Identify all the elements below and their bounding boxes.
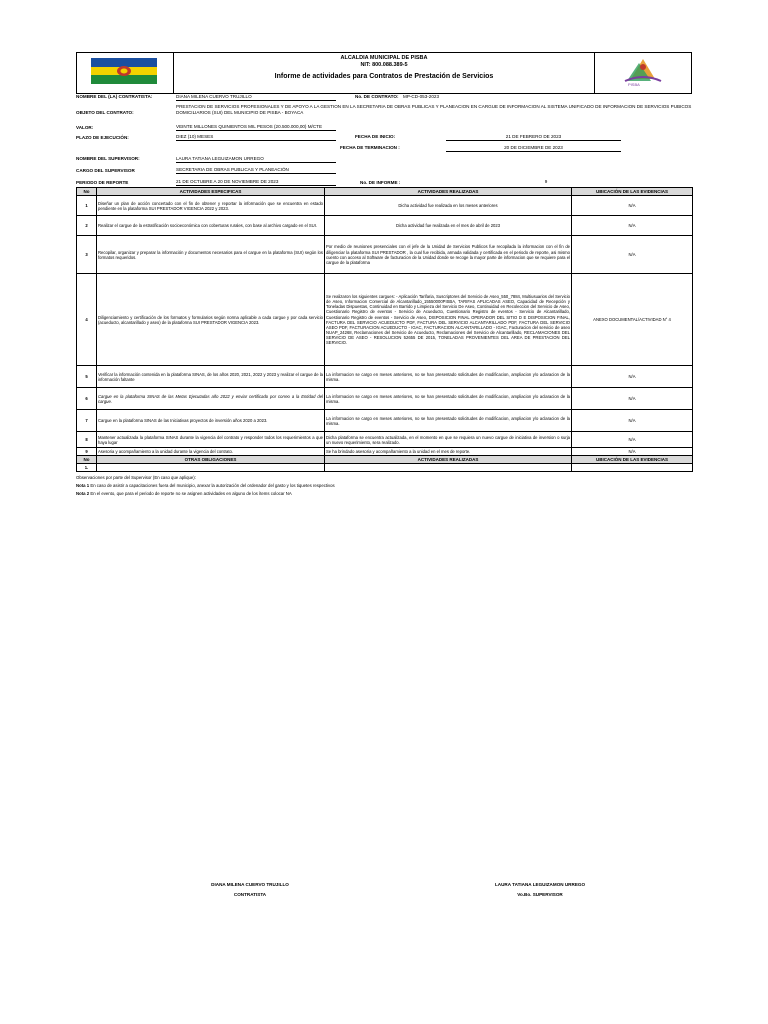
row-number: 4: [77, 274, 97, 366]
term-label: PLAZO DE EJECUCIÓN:: [76, 135, 129, 140]
row-number: 7: [77, 410, 97, 432]
supervisor-role-value: SECRETARIA DE OBRAS PUBLICAS Y PLANEACIÓN: [176, 167, 336, 174]
municipal-flag: [77, 53, 174, 93]
contractor-signature-role: CONTRATISTA: [233, 892, 267, 897]
evidence-location: N/A: [572, 448, 693, 456]
note-2-text: En el evento, que para el periodo de reporte no se asignen actividades en alguno de los ítems colocar NA: [90, 491, 292, 496]
report-no-value: 9: [544, 179, 548, 184]
specific-activity: Diseñar un plan de acción concertado con el fin de obtener y reportar la información que se encuentra en estado pendiente en la plataforma SUI PRESTADOR VIGENCIA 2022 y 2023.: [97, 196, 325, 216]
table-row: [77, 410, 693, 432]
period-value: 21 DE OCTUBRE A 20 DE NOVIEMBRE DE 2023: [176, 179, 336, 186]
table-row: [77, 448, 693, 456]
specific-activity: Cargue en la plataforma SINAS de las Metas Ejecutadas año 2022 y enviar certificado por correo a la Entidad del cargue.: [97, 388, 325, 410]
contractor-label: NOMBRE DEL (LA) CONTRATISTA:: [76, 94, 153, 99]
row-number: 8: [77, 432, 97, 448]
evidence-location: [572, 464, 693, 472]
col-done: ACTIVIDADES REALIZADAS: [325, 188, 572, 196]
contractor-signature: [175, 880, 325, 900]
table-row: [77, 236, 693, 274]
row-number: 3: [77, 236, 97, 274]
observations-text: Observaciones por parte del Supervisor (En caso que aplique):: [76, 475, 196, 480]
org-name: ALCALDIA MUNICIPAL DE PISBA: [340, 55, 428, 61]
period-label: PERIODO DE REPORTE: [76, 180, 129, 185]
col-done-2: ACTIVIDADES REALIZADAS: [325, 456, 572, 464]
term-value: DIEZ (10) MESES: [176, 134, 336, 141]
report-title: Informe de actividades para Contratos de Prestación de Servicios: [274, 73, 494, 80]
contract-no-value: MP-CD-053-2023: [403, 94, 439, 99]
activity-done: Por medio de reuniones presenciales con el jefe de la Unidad de Servicios Publicos fue recopilada la informacion con el fin de diligenciar la plataforma SUI PRESTADOR , la cual fue recibida, armada validada y certificada en el periodo de reporte, asi mismo cuento con acceso al Software de facturacion de la Unidad donde se recoge la mayor parte de informacion que se requiere para el cargue de la plataforma: [325, 236, 572, 274]
row-number: 1.: [77, 464, 97, 472]
specific-activity: Diligenciamiento y certificación de los formatos y formularios según norma aplicable a cada cargue y por cada servicio (acueducto, alcantarillado y aseo) de la plataforma SUI PRESTADOR VIGENCIA 2023.: [97, 274, 325, 366]
col-no: No: [77, 188, 97, 196]
note-2-label: Nota 2: [76, 491, 90, 496]
specific-activity: Asesoria y acompañamiento a la unidad durante la vigencia del contrato.: [97, 448, 325, 456]
contractor-signature-name: DIANA MILENA CUERVO TRUJILLO: [211, 882, 289, 887]
activity-done: [325, 464, 572, 472]
object-value: PRESTACION DE SERVICIOS PROFESIONALES Y DE APOYO A LA GESTION EN LA SECRETARIA DE OBRAS PUBLICAS Y PLANEACION EN CARGUE DE INFORMACION AL SISTEMA UNIFICADO DE INFORMACION DE SERVICIOS PUBICOS DOMICILIARIOS (SUI) DEL MUNICIPIO DE PISBA - BOYACA: [176, 104, 692, 115]
municipal-logo: [594, 53, 691, 93]
table-row: [77, 432, 693, 448]
row-number: 2: [77, 216, 97, 236]
table-row: [77, 196, 693, 216]
col-other: OTRAS OBLIGACIONES: [97, 456, 325, 464]
org-nit: NIT: 800.088.389-5: [360, 62, 408, 68]
activity-done: La informacion se cargo en meses anteriores, no se han presentado solicitudes de modificacion, ampliacion y/o aclaracion de la misma.: [325, 410, 572, 432]
other-header-row: [77, 456, 693, 464]
note-1-label: Nota 1: [76, 483, 90, 488]
specific-activity: Recopilar, organizar y preparar la información y documentos necesarios para el cargue en la plataforma (SUI) según los formatos requeridos.: [97, 236, 325, 274]
col-no-2: No: [77, 456, 97, 464]
activity-done: La informacion se cargo en meses anteriores, no se han presentado solicitudes de modificacion, ampliacion y/o aclaracion de la misma.: [325, 366, 572, 388]
supervisor-signature-name: LAURA TATIANA LEGUIZAMON URREGO: [494, 882, 586, 887]
end-date-value: 20 DE DICIEMBRE DE 2023: [446, 145, 621, 152]
supervisor-value: LAURA TATIANA LEGUIZAMON URREGO: [176, 156, 336, 163]
supervisor-signature: [465, 880, 615, 900]
activities-table: [76, 187, 693, 472]
table-header-row: [77, 188, 693, 196]
row-number: 9: [77, 448, 97, 456]
logo-caption: PISBA: [628, 82, 640, 87]
contract-no-label: No. DE CONTRATO:: [355, 94, 399, 99]
specific-activity: Mantener actualizada la plataforma SINAS durante la vigencia del contrato y responder todos los requerimientos a que haya lugar: [97, 432, 325, 448]
evidence-location: N/A: [572, 236, 693, 274]
activity-done: Se ha brindado asesoria y acompañamiento a la unidad en el mes de reporte.: [325, 448, 572, 456]
table-row: [77, 464, 693, 472]
col-specific: ACTIVIDADES ESPECIFICAS: [97, 188, 325, 196]
evidence-location: N/A: [572, 196, 693, 216]
evidence-location: N/A: [572, 366, 693, 388]
evidence-location: N/A: [572, 432, 693, 448]
note-1: [76, 482, 692, 490]
note-1-text: En caso de asistir a capacitaciones fuera del municipio, anexar la autorización del ordenador del gasto y los tiquetes respectivos: [90, 483, 335, 488]
activity-done: La informacion se cargo en meses anteriores, no se han presentado solicitudes de modificacion, ampliacion y/o aclaracion de la misma.: [325, 388, 572, 410]
table-row: [77, 388, 693, 410]
object-label: OBJETO DEL CONTRATO:: [76, 110, 134, 115]
row-number: 1: [77, 196, 97, 216]
row-number: 6: [77, 388, 97, 410]
supervisor-role-label: CARGO DEL SUPERVISOR: [76, 168, 135, 173]
report-sheet: [76, 52, 692, 496]
activity-done: Dicha actividad fue realizada en el mes de abril de 2023: [325, 216, 572, 236]
note-2: [76, 490, 692, 498]
table-row: [77, 216, 693, 236]
col-evidence-2: UBICACIÓN DE LAS EVIDENCIAS: [572, 456, 693, 464]
evidence-location: ANEXO DOCUMENTAL/ACTIVIDAD N° 4: [572, 274, 693, 366]
value-label: VALOR:: [76, 125, 94, 130]
value-value: VEINTE MILLONES QUINIENTOS MIL PESOS (20.500.000,00) M/CTE: [176, 124, 336, 131]
table-row: [77, 274, 693, 366]
evidence-location: N/A: [572, 410, 693, 432]
document-header: [76, 52, 692, 94]
start-date-value: 21 DE FEBRERO DE 2023: [446, 134, 621, 141]
end-date-label: FECHA DE TERMINACION :: [340, 145, 400, 150]
supervisor-signature-role: Vo.Bo. SUPERVISOR: [517, 892, 563, 897]
supervisor-label: NOMBRE DEL SUPERVISOR:: [76, 156, 140, 161]
table-row: [77, 366, 693, 388]
report-no-label: No. DE INFORME :: [360, 180, 401, 185]
activity-done: Se realizaron los siguientes cargues: - Aplicación Tarifaria, Suscriptores del Servicio de Aseo_550_7884, Multiusuarios del Servicio de Aseo, Informacion Comercial de Alcantarillado_15550000PISBA, TARIFAS APLICADAS ASEO, Capacidad de Recepción y Toneladas Dispuestas, Continuidad en Barrido y Limpieza del Servicio De Aseo, Continuidad en Recoleccion del Servicio de Aseo, Cuestionario Registro de eventos - Servicio de Acueducto, Cuestionario Registro de eventos - Servicio de Alcantarillado, Cuestionario Registro de eventos - Servicio de Aseo, DISPOSICION FINAL OPERADOR DEL SITIO D E DISPOSICION FINAL, FACTURA DEL SERVICIO ACUEDUCTO PDF, FACTURA DEL SERVICIO ALCANTARILLADO PDF, FACTURA DEL SERVICIO ASEO PDF, FACTURACION ACUEDUCTO - IGAC, FACTURACION ALCANTARILLADO - IGAC, Facturacion del servicio de aseo NUAP_24268, Reclamaciones del Servicio de Acueducto, Reclamaciones del Servicio de Alcantarillado, RECLAMACIONES DEL SERVICIO DE ASEO - RESOLUCION 52655 DE 2015, TONELADAS PROVENIENTES DEL AREA DE PRESTACION DEL SERVICIO.: [325, 274, 572, 366]
notes-block: [76, 474, 692, 498]
activity-done: Dicha actividad fue realizada en los meses anteriores: [325, 196, 572, 216]
specific-activity: Cargue en la plataforma SINAS de las Iniciativas proyectos de inversión años 2020 a 2023.: [97, 410, 325, 432]
start-date-label: FECHA DE INICIO:: [355, 134, 396, 139]
activity-done: Dicha plataforma se encuentra actualizada, en el momento en que se requiera un nuevo cargue de iniciativa de inversion o surja un nuevo requerimiento, sera realizado.: [325, 432, 572, 448]
specific-activity: Realizar el cargue de la estratificación socioeconómica con coberturas rurales, con base al archivo cargado en el SUI.: [97, 216, 325, 236]
col-evidence: UBICACIÓN DE LAS EVIDENCIAS: [572, 188, 693, 196]
evidence-location: N/A: [572, 388, 693, 410]
evidence-location: N/A: [572, 216, 693, 236]
contractor-value: DIANA MILENA CUERVO TRUJILLO: [176, 94, 336, 101]
specific-activity: Verificar la información contenida en la plataforma SINAS, de los años 2020, 2021, 2022 y 2023 y realizar el cargue de la información faltante: [97, 366, 325, 388]
specific-activity: [97, 464, 325, 472]
row-number: 5: [77, 366, 97, 388]
header-titles: [174, 55, 594, 82]
